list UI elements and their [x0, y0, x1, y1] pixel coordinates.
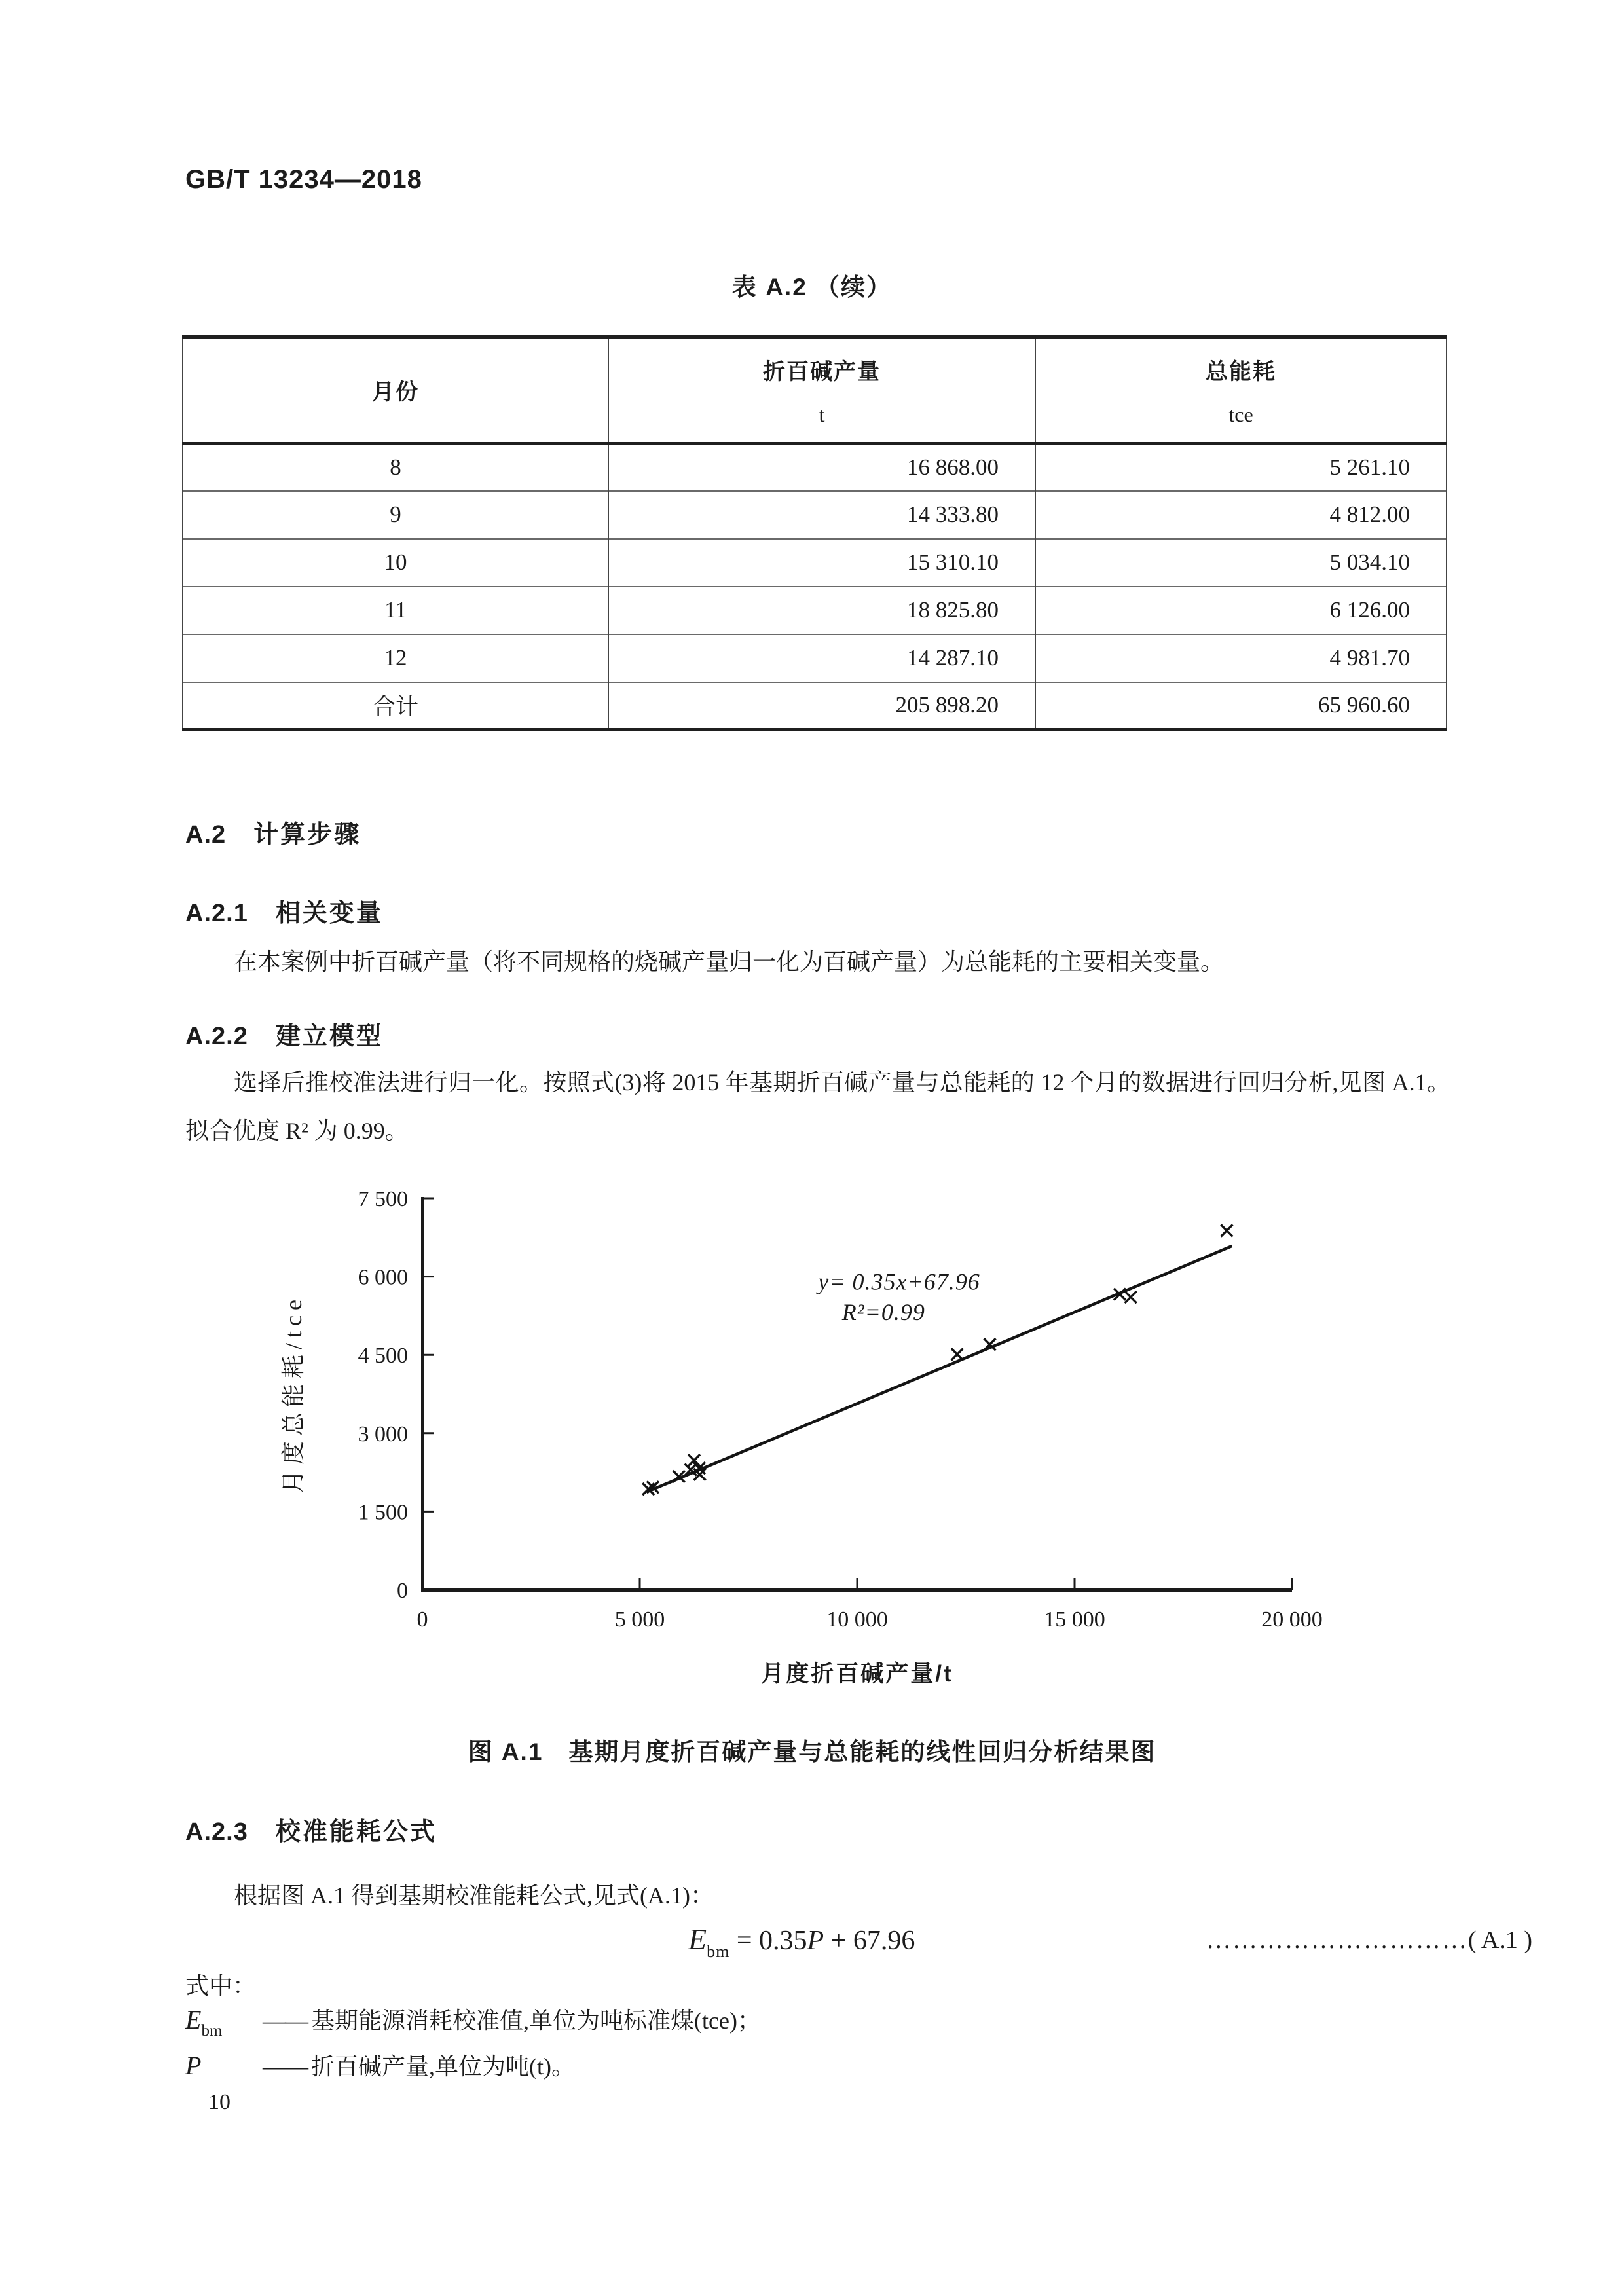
standard-code-header: GB/T 13234—2018	[185, 165, 422, 194]
header-month	[183, 337, 608, 443]
table-row	[183, 491, 1447, 539]
symbol-base: P	[185, 2051, 202, 2080]
table-row	[183, 587, 1447, 634]
table-title: 表 A.2 （续）	[731, 274, 893, 301]
definition-text: 基期能源消耗校准值,单位为吨标准煤(tce)；	[311, 2008, 761, 2034]
section-number: A.2.3	[185, 1818, 248, 1846]
energy-cell: 4 812.00	[1035, 491, 1447, 539]
figure-caption: 图 A.1 基期月度折百碱产量与总能耗的线性回归分析结果图	[468, 1738, 1156, 1765]
formula-reference	[1206, 1926, 1532, 1955]
x-tick-label: 5 000	[614, 1607, 665, 1632]
formula-equation	[688, 1922, 915, 1962]
definition-text: 折百碱产量,单位为吨(t)。	[311, 2053, 575, 2080]
formula-subscript: bm	[707, 1942, 730, 1961]
definition-symbol	[185, 2004, 263, 2040]
symbol-subscript: bm	[201, 2022, 223, 2040]
chart-annotation: y= 0.35x+67.96	[818, 1268, 980, 1295]
section-title: 建立模型	[275, 1023, 383, 1050]
energy-cell: 5 034.10	[1035, 539, 1447, 587]
month-cell: 12	[183, 634, 608, 682]
section-number: A.2.1	[185, 900, 248, 927]
y-axis-title: 月度总能耗/tce	[280, 1294, 306, 1494]
paragraph-a22: 选择后推校准法进行归一化。按照式(3)将 2015 年基期折百碱产量与总能耗的 12 个月的数据进行回归分析,见图 A.1。拟合优度 R² 为 0.99。	[185, 1069, 1450, 1144]
header-month-label: 月份	[372, 380, 419, 405]
table-row	[183, 539, 1447, 587]
paragraph-a21: 在本案例中折百碱产量（将不同规格的烧碱产量归一化为百碱产量）为总能耗的主要相关变量。	[234, 949, 1225, 975]
data-table	[182, 335, 1447, 731]
section-heading-a22	[185, 1016, 383, 1052]
x-tick-label: 20 000	[1261, 1607, 1323, 1632]
production-cell: 16 868.00	[608, 443, 1035, 491]
header-production	[608, 337, 1035, 443]
month-cell: 8	[183, 443, 608, 491]
section-title: 相关变量	[275, 900, 383, 927]
table-row	[183, 634, 1447, 682]
month-cell: 11	[183, 587, 608, 634]
header-energy-unit: tce	[1228, 402, 1253, 426]
y-tick-label: 3 000	[358, 1422, 408, 1446]
section-heading-a2	[185, 814, 361, 850]
header-production-unit: t	[819, 402, 825, 426]
x-tick-label: 0	[416, 1607, 428, 1632]
energy-cell: 4 981.70	[1035, 634, 1447, 682]
section-number: A.2	[185, 821, 227, 849]
formula-block	[185, 1922, 1532, 1974]
formula-equals: = 0.35	[729, 1926, 807, 1956]
definition-dash: ——	[263, 2053, 307, 2080]
section-title: 计算步骤	[253, 821, 361, 849]
symbol-base: E	[185, 2005, 202, 2034]
symbol-definition-ebm	[185, 2002, 1450, 2040]
x-tick-label: 15 000	[1044, 1607, 1105, 1632]
production-cell: 14 333.80	[608, 491, 1035, 539]
y-tick-label: 1 500	[358, 1500, 408, 1525]
y-tick-label: 6 000	[358, 1265, 408, 1290]
definition-symbol	[185, 2050, 263, 2086]
energy-cell: 5 261.10	[1035, 443, 1447, 491]
scatter-marker	[1221, 1224, 1232, 1236]
section-heading-a23	[185, 1811, 437, 1847]
formula-tail: + 67.96	[824, 1926, 915, 1956]
symbol-definition-p	[185, 2048, 1450, 2086]
header-production-label: 折百碱产量	[763, 359, 881, 384]
total-label-cell: 合计	[183, 682, 608, 730]
where-clause-lead: 式中：	[185, 1973, 257, 1999]
definition-dash: ——	[263, 2008, 307, 2034]
total-production-cell: 205 898.20	[608, 682, 1035, 730]
scatter-marker	[1125, 1291, 1137, 1303]
formula-symbol: E	[688, 1922, 707, 1956]
scatter-marker	[951, 1348, 963, 1360]
production-cell: 14 287.10	[608, 634, 1035, 682]
y-tick-label: 7 500	[358, 1187, 408, 1211]
total-energy-cell: 65 960.60	[1035, 682, 1447, 730]
formula-variable: P	[807, 1926, 824, 1956]
chart-annotation: R²=0.99	[841, 1298, 925, 1325]
formula-number: ( A.1 )	[1467, 1926, 1532, 1954]
y-tick-label: 0	[397, 1579, 408, 1603]
x-axis-title: 月度折百碱产量/t	[761, 1661, 953, 1687]
x-tick-label: 10 000	[826, 1607, 888, 1632]
section-heading-a21	[185, 892, 383, 928]
section-number: A.2.2	[185, 1023, 248, 1050]
leader-dots: …………………………	[1206, 1926, 1468, 1954]
energy-cell: 6 126.00	[1035, 587, 1447, 634]
table-header-row	[183, 337, 1447, 443]
section-title: 校准能耗公式	[275, 1818, 437, 1846]
table-row	[183, 443, 1447, 491]
header-energy	[1035, 337, 1447, 443]
y-tick-label: 4 500	[358, 1344, 408, 1368]
page-number: 10	[208, 2090, 231, 2114]
month-cell: 9	[183, 491, 608, 539]
production-cell: 18 825.80	[608, 587, 1035, 634]
month-cell: 10	[183, 539, 608, 587]
table-row-total	[183, 682, 1447, 730]
production-cell: 15 310.10	[608, 539, 1035, 587]
regression-chart	[223, 1172, 1336, 1716]
header-energy-label: 总能耗	[1206, 359, 1276, 384]
paragraph-a23: 根据图 A.1 得到基期校准能耗公式,见式(A.1)：	[234, 1882, 714, 1909]
